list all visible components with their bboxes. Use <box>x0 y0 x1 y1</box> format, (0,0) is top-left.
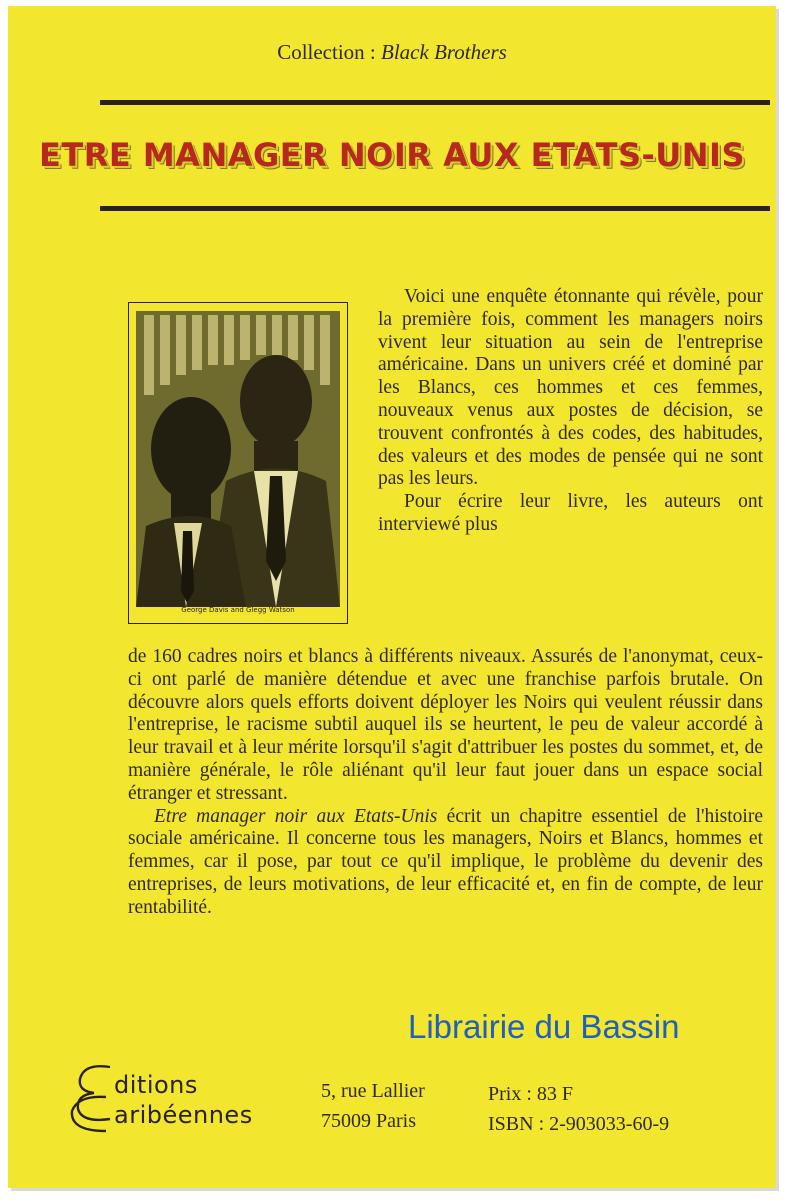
paragraph-method-rest: de 160 cadres noirs et blancs à différents niveaux. Assurés de l'anonymat, ceux-ci ont parlé de manière détendue et avec une franchise parfois brutale. On découvre alors quels efforts doivent déployer les Noirs qui veulent réussir dans l'entreprise, le racisme subtil auquel ils se heurtent, le peu de valeur accordé à leur travail et à leur mérite lorsqu'il s'agit d'attribuer les postes du sommet, et, de manière générale, le rôle aliénant qu'il leur faut jouer dans un espace social étranger et stressant. <box>128 646 763 804</box>
paragraph-conclusion <box>128 806 763 920</box>
photo-caption: George Davis and Glegg Watson <box>181 606 295 614</box>
paragraph-method-start: Pour écrire leur livre, les auteurs ont interviewé plus <box>378 491 763 535</box>
publisher-name-line1: ditions <box>114 1071 198 1099</box>
paragraph-conclusion-text: écrit un chapitre essentiel de l'histoire sociale américaine. Il concerne tous les managers, Noirs et Blancs, hommes et femmes, car il pose, par tout ce qu'il implique, le problème du devenir des entreprises, de leurs motivations, de leur efficacité et, en fin de compte, de leur rentabilité. <box>128 805 763 918</box>
body-column <box>378 286 763 537</box>
paragraph-intro: Voici une enquête étonnante qui révèle, pour la première fois, comment les managers noirs vivent leur situation au sein de l'entreprise américaine. Dans un univers créé et dominé par les Blancs, ces hommes et ces femmes, nouveaux venus aux postes de décision, se trouvent confrontés à des codes, des habitudes, des valeurs et des modes de pensée qui ne sont pas les leurs. <box>378 286 763 490</box>
collection-line <box>8 40 776 65</box>
inline-book-title: Etre manager noir aux Etats-Unis <box>154 805 438 827</box>
body-full-width <box>128 646 763 920</box>
book-title: ETRE MANAGER NOIR AUX ETATS-UNIS <box>39 136 745 174</box>
isbn-value: ISBN : 2-903033-60-9 <box>488 1113 670 1135</box>
publisher-address <box>321 1076 425 1136</box>
top-divider <box>100 100 770 105</box>
book-back-cover <box>8 6 776 1188</box>
address-city: 75009 Paris <box>321 1110 416 1132</box>
authors-photo-image <box>136 311 340 607</box>
publisher-name-line2: aribéennes <box>114 1101 253 1129</box>
publisher-logo <box>66 1061 316 1136</box>
seller-watermark: Librairie du Bassin <box>408 1008 680 1045</box>
bottom-divider <box>100 206 770 211</box>
address-street: 5, rue Lallier <box>321 1080 425 1102</box>
price-block <box>488 1079 669 1139</box>
collection-series: Black Brothers <box>381 40 507 64</box>
collection-label: Collection : <box>277 40 376 64</box>
author-photo <box>128 302 348 624</box>
price-value: Prix : 83 F <box>488 1083 574 1105</box>
